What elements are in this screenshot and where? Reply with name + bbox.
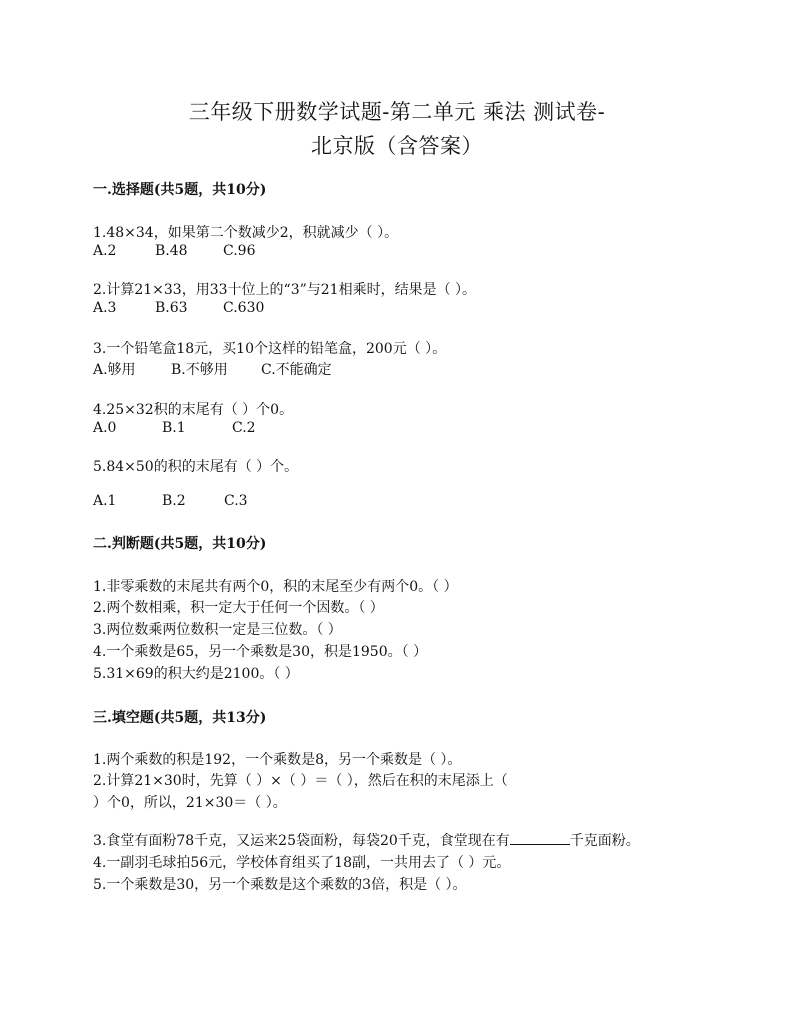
section-heading-judgment: 二.判断题(共5题，共10分) — [93, 536, 267, 552]
question-text-continued: ）个0，所以，21×30＝（ ）。 — [93, 795, 287, 811]
question-text: 1.48×34，如果第二个数减少2，积就减少（ ）。 — [93, 225, 399, 241]
question-text: 4.一副羽毛球拍56元，学校体育组买了18副，一共用去了（ ）元。 — [93, 855, 511, 871]
option-a: A.够用 — [93, 362, 136, 378]
question-text: 5.一个乘数是30，另一个乘数是这个乘数的3倍，积是（ ）。 — [93, 877, 467, 893]
question-text: 4.一个乘数是65，另一个乘数是30，积是1950。（ ） — [93, 644, 428, 660]
option-b: B.1 — [162, 420, 186, 436]
option-a: A.3 — [93, 300, 117, 316]
option-b: B.48 — [155, 243, 188, 259]
question-text: 5.84×50的积的末尾有（ ）个。 — [93, 459, 299, 475]
section-heading-fill-blank: 三.填空题(共5题，共13分) — [93, 710, 267, 726]
option-a: A.0 — [93, 420, 117, 436]
question-text: 2.计算21×30时，先算（ ）×（ ）＝（ ），然后在积的末尾添上（ — [93, 773, 508, 789]
question-text: 3.两位数乘两位数积一定是三位数。（ ） — [93, 622, 342, 638]
question-text: 1.非零乘数的末尾共有两个0，积的末尾至少有两个0。（ ） — [93, 579, 458, 595]
question-text-part1: 3.食堂有面粉78千克，又运来25袋面粉，每袋20千克，食堂现在有 — [93, 833, 510, 849]
answer-blank — [510, 832, 570, 845]
question-text — [93, 830, 640, 850]
option-b: B.2 — [162, 493, 186, 509]
option-b: B.不够用 — [171, 362, 228, 378]
option-c: C.2 — [232, 420, 256, 436]
section-heading-choice: 一.选择题(共5题，共10分) — [93, 182, 267, 198]
question-text: 2.两个数相乘，积一定大于任何一个因数。（ ） — [93, 600, 384, 616]
question-text: 4.25×32积的末尾有（ ）个0。 — [93, 402, 294, 418]
option-a: A.2 — [93, 243, 117, 259]
question-text: 3.一个铅笔盒18元，买10个这样的铅笔盒，200元（ ）。 — [93, 341, 447, 357]
question-text: 2.计算21×33，用33十位上的“3”与21相乘时，结果是（ ）。 — [93, 282, 477, 298]
option-c: C.630 — [223, 300, 265, 316]
option-a: A.1 — [93, 493, 117, 509]
option-c: C.不能确定 — [261, 362, 332, 378]
option-c: C.96 — [223, 243, 256, 259]
question-text: 5.31×69的积大约是2100。（ ） — [93, 666, 299, 682]
document-title-line2: 北京版（含答案） — [311, 134, 483, 158]
option-b: B.63 — [155, 300, 188, 316]
option-c: C.3 — [224, 493, 248, 509]
question-text-part2: 千克面粉。 — [569, 833, 640, 849]
document-title-line1: 三年级下册数学试题-第二单元 乘法 测试卷- — [188, 100, 606, 124]
question-text: 1.两个乘数的积是192，一个乘数是8，另一个乘数是（ ）。 — [93, 752, 462, 768]
